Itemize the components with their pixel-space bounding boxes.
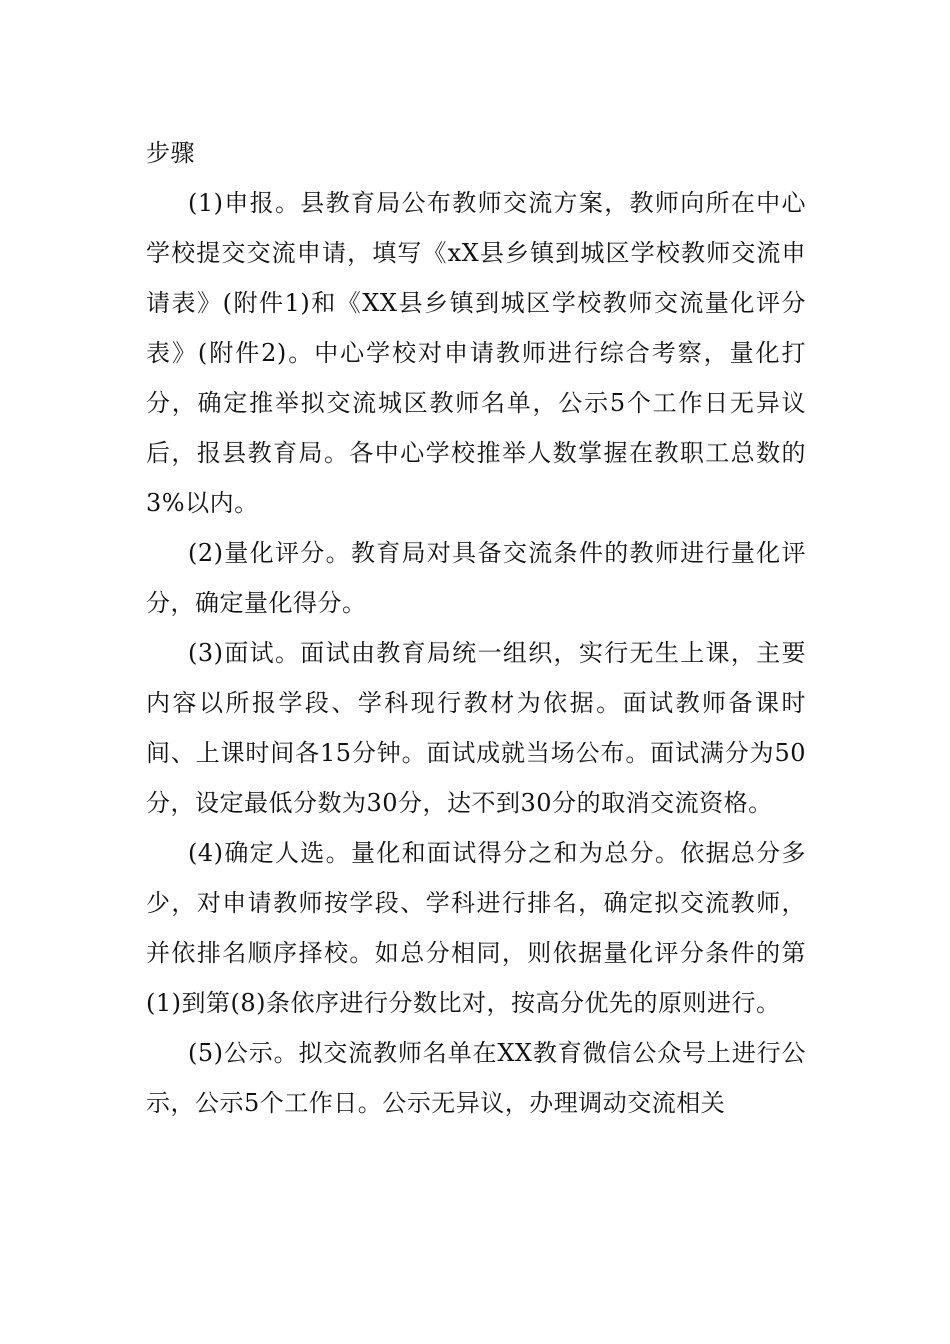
section-heading: 步骤 (146, 139, 195, 167)
paragraph-step-1-application: (1)申报。县教育局公布教师交流方案，教师向所在中心学校提交交流申请，填写《xX县乡镇到城区学校教师交流申请表》(附件1)和《XX县乡镇到城区学校教师交流量化评分表》(附件2)。中心学校对申请教师进行综合考察，量化打分，确定推举拟交流城区教师名单，公示5个工作日无异议后，报县教育局。各中心学校推举人数掌握在教职工总数的3%以内。 (146, 189, 806, 517)
paragraph-step-2-scoring: (2)量化评分。教育局对具备交流条件的教师进行量化评分，确定量化得分。 (146, 539, 806, 617)
document-body (146, 128, 806, 1128)
paragraph-step-3-interview: (3)面试。面试由教育局统一组织，实行无生上课，主要内容以所报学段、学科现行教材为依据。面试教师备课时间、上课时间各15分钟。面试成就当场公布。面试满分为50分，设定最低分数为30分，达不到30分的取消交流资格。 (146, 639, 806, 817)
paragraph-step-5-publicity: (5)公示。拟交流教师名单在XX教育微信公众号上进行公示，公示5个工作日。公示无异议，办理调动交流相关 (146, 1039, 806, 1117)
paragraph-step-4-selection: (4)确定人选。量化和面试得分之和为总分。依据总分多少，对申请教师按学段、学科进行排名，确定拟交流教师，并依排名顺序择校。如总分相同，则依据量化评分条件的第(1)到第(8)条依序进行分数比对，按高分优先的原则进行。 (146, 839, 806, 1017)
